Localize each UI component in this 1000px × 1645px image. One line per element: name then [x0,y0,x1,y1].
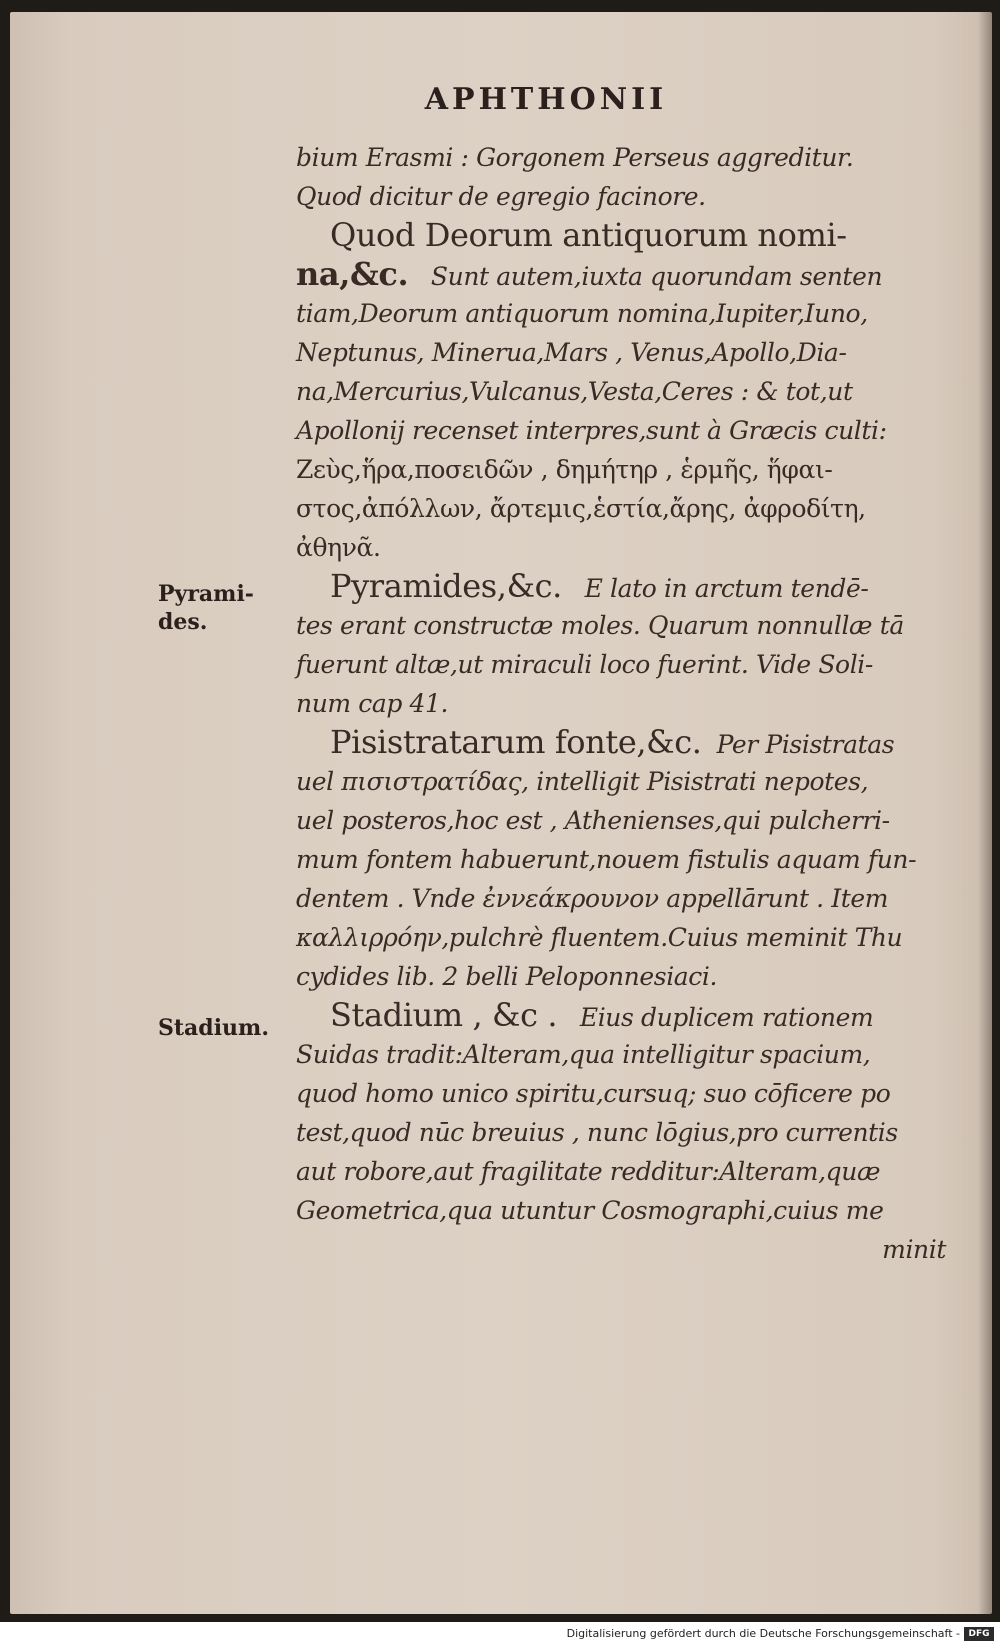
greek-line: Ζεὺς,ἥρα,ποσειδῶν , δημήτηρ , ἑρμῆς, ἥφαι- [296,455,833,484]
greek-line: στος,ἀπόλλων, ἄρτεμις,ἑστία,ἄρης, ἀφροδίτη, [296,494,866,523]
margin-note-line: Pyrami- [158,581,254,607]
text-line: test,quod nūc breuius , nunc lōgius,pro currentis [296,1118,898,1147]
text-line: tes erant constructæ moles. Quarum nonnullæ tā [296,611,904,640]
text-line [296,255,946,294]
text-line [296,996,946,1035]
dfg-logo: DFG [964,1627,994,1641]
lemma-heading: Pyramides,&c. [330,567,562,605]
text-line: fuerunt altæ,ut miraculi loco fuerint. Vide Soli- [296,650,873,679]
text-line: καλλιρρόην,pulchrè fluentem.Cuius meminit Thu [296,923,903,952]
text-line: quod homo unico spiritu,cursuq; suo cōficere po [296,1079,891,1108]
margin-note-pyramides [158,580,283,636]
text-line [296,723,946,762]
text-line: Quod dicitur de egregio facinore. [296,182,706,211]
margin-note-line: Stadium. [158,1015,269,1041]
catchword: minit [882,1235,946,1264]
margin-note-stadium [158,1014,283,1042]
text-line: dentem . Vnde ἐννεάκρουνον appellārunt . Item [296,884,889,913]
lemma-heading: Pisistratarum fonte,&c. [330,723,702,761]
text-line: uel πισιστρατίδας, intelligit Pisistrati nepotes, [296,767,869,796]
text-line: mum fontem habuerunt,nouem fistulis aquam fun- [296,845,917,874]
lemma-heading: na,&c. [296,255,409,293]
text-span: Sunt autem,iuxta quorundam senten [430,262,883,291]
running-head: APHTHONII [424,82,668,117]
text-line: bium Erasmi : Gorgonem Perseus aggreditur. [296,143,854,172]
text-line: na,Mercurius,Vulcanus,Vesta,Ceres : & tot,ut [296,377,853,406]
funding-notice: Digitalisierung gefördert durch die Deutsche Forschungsgemeinschaft - [566,1627,960,1640]
text-span: E lato in arctum tendē- [584,574,869,603]
text-line: num cap 41. [296,689,449,718]
page-text [296,138,946,1269]
text-line: Suidas tradit:Alteram,qua intelligitur spacium, [296,1040,871,1069]
text-line: Neptunus, Minerua,Mars , Venus,Apollo,Dia- [296,338,847,367]
lemma-heading: Quod Deorum antiquorum nomi- [330,216,847,254]
footer-bar [0,1624,1000,1645]
text-span: Eius duplicem rationem [579,1003,874,1032]
text-span: Per Pisistratas [716,730,895,759]
greek-line: ἀθηνᾶ. [296,533,381,562]
book-page [10,12,992,1614]
text-line: tiam,Deorum antiquorum nomina,Iupiter,Iuno, [296,299,868,328]
text-line [296,567,946,606]
text-line [296,216,946,255]
text-line: Apollonij recenset interpres,sunt à Græcis culti: [296,416,887,445]
text-line: uel posteros,hoc est , Athenienses,qui pulcherri- [296,806,890,835]
lemma-heading: Stadium , &c . [330,996,558,1034]
margin-note-line: des. [158,609,208,635]
text-line: cydides lib. 2 belli Peloponnesiaci. [296,962,718,991]
text-line: aut robore,aut fragilitate redditur:Alteram,quæ [296,1157,881,1186]
text-line: Geometrica,qua utuntur Cosmographi,cuius me [296,1196,884,1225]
